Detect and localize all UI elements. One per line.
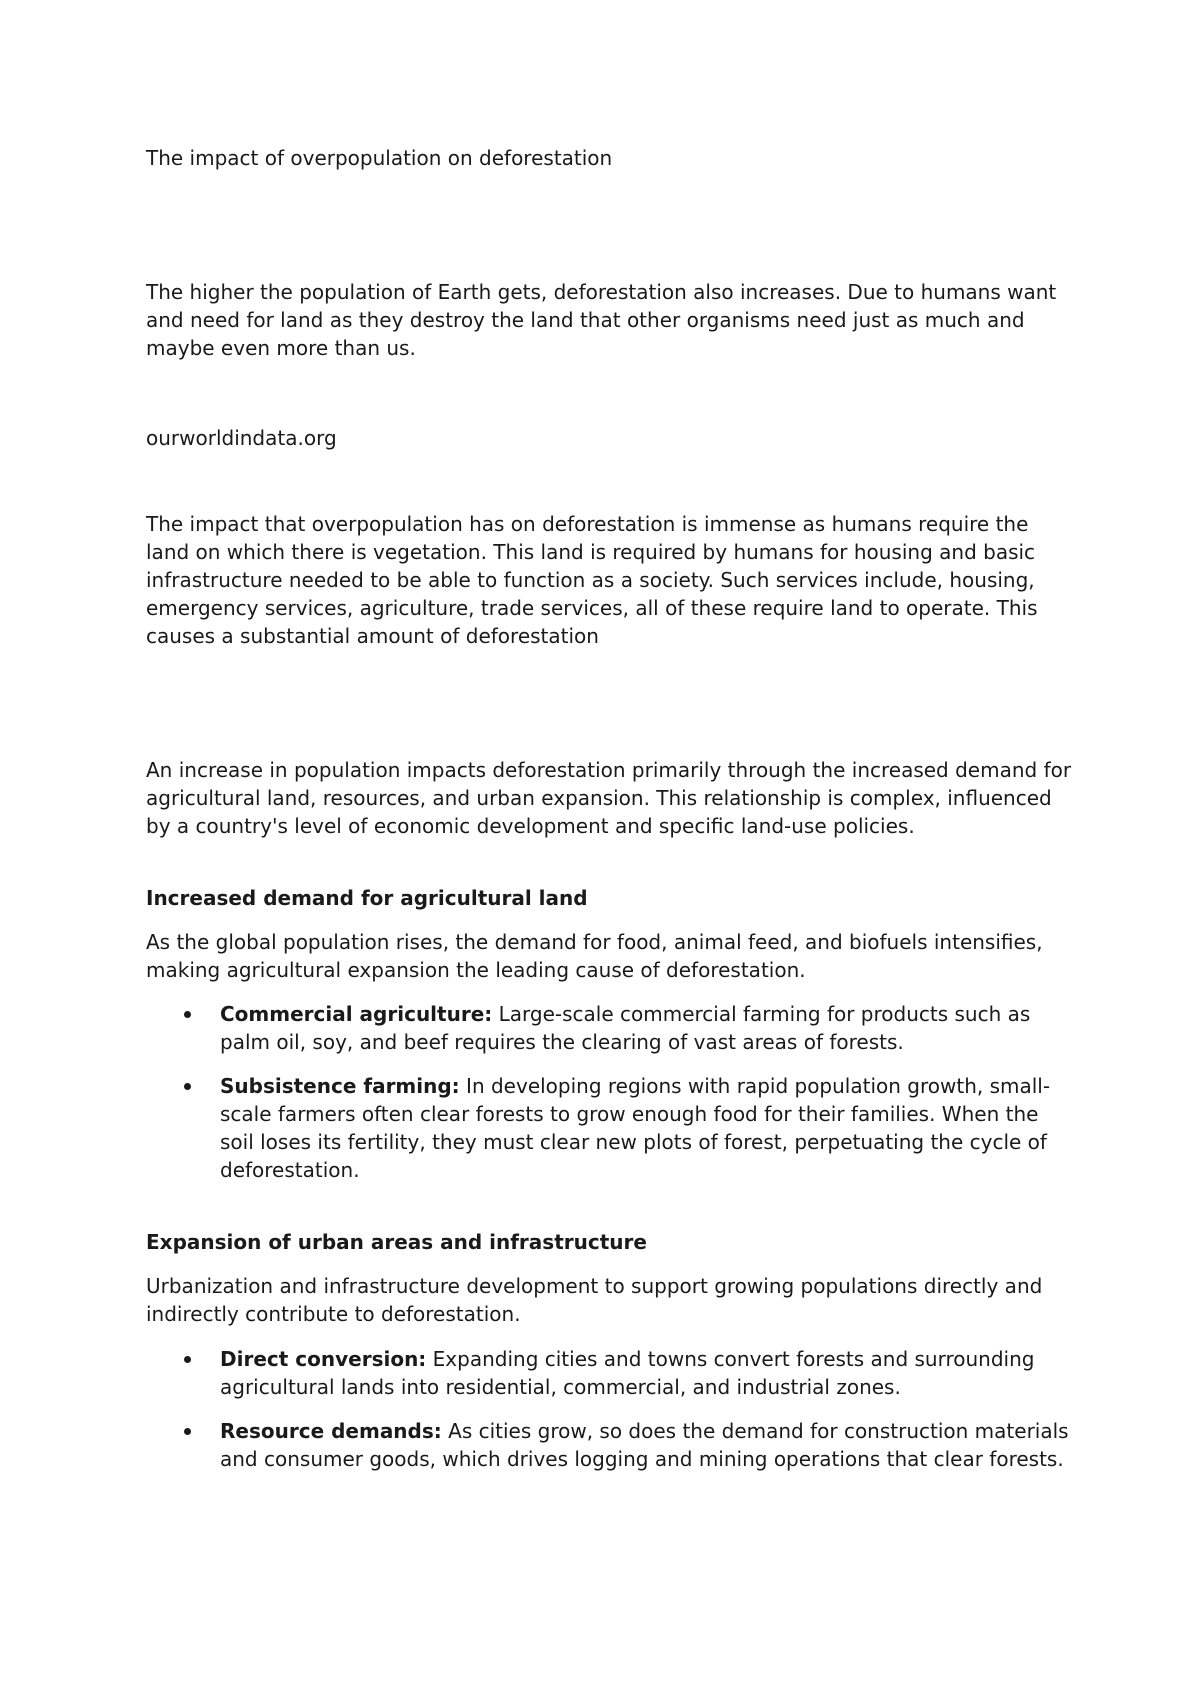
increase-paragraph: An increase in population impacts deforestation primarily through the increased demand for agricultural land, resources, and urban expansion. This relationship is complex, influenced by a country's level of economic development and specific land-use policies.: [146, 758, 1072, 838]
section-heading-urban: Expansion of urban areas and infrastructure: [146, 1230, 647, 1254]
list-item-term: Subsistence farming:: [220, 1074, 460, 1098]
impact-paragraph: The impact that overpopulation has on deforestation is immense as humans require the land on which there is vegetation. This land is required by humans for housing and basic infrastructure needed to be able to function as a society. Such services include, housing, emergency services, agriculture, trade services, all of these require land to operate. This causes a substantial amount of deforestation: [146, 512, 1038, 648]
bullet-icon: [184, 1083, 191, 1090]
list-item-text: As cities grow, so does the demand for construction materials and consumer goods, which drives logging and mining operations that clear forests.: [220, 1419, 1069, 1471]
bullet-icon: [184, 1428, 191, 1435]
agriculture-list: [146, 1000, 1076, 1200]
intro-paragraph: The higher the population of Earth gets, deforestation also increases. Due to humans want and need for land as they destroy the land that other organisms need just as much and maybe even more than us.: [146, 280, 1057, 360]
section-text-agriculture: As the global population rises, the demand for food, animal feed, and biofuels intensifies, making agricultural expansion the leading cause of deforestation.: [146, 930, 1043, 982]
bullet-icon: [184, 1011, 191, 1018]
list-item: [146, 1072, 1076, 1184]
bullet-icon: [184, 1356, 191, 1363]
list-item-term: Commercial agriculture:: [220, 1002, 493, 1026]
list-item: [146, 1000, 1076, 1056]
list-item: [146, 1345, 1076, 1401]
source-text: ourworldindata.org: [146, 426, 337, 450]
list-item-term: Direct conversion:: [220, 1347, 427, 1371]
section-text-urban: Urbanization and infrastructure development to support growing populations directly and indirectly contribute to deforestation.: [146, 1274, 1043, 1326]
list-item-text: In developing regions with rapid population growth, small-scale farmers often clear forests to grow enough food for their families. When the soil loses its fertility, they must clear new plots of forest, perpetuating the cycle of deforestation.: [220, 1074, 1051, 1182]
list-item-text: Expanding cities and towns convert forests and surrounding agricultural lands into residential, commercial, and industrial zones.: [220, 1347, 1035, 1399]
document-title: The impact of overpopulation on deforestation: [146, 146, 613, 170]
list-item: [146, 1417, 1076, 1473]
list-item-text: Large-scale commercial farming for products such as palm oil, soy, and beef requires the clearing of vast areas of forests.: [220, 1002, 1031, 1054]
urban-list: [146, 1345, 1076, 1489]
list-item-term: Resource demands:: [220, 1419, 442, 1443]
section-heading-agriculture: Increased demand for agricultural land: [146, 886, 588, 910]
